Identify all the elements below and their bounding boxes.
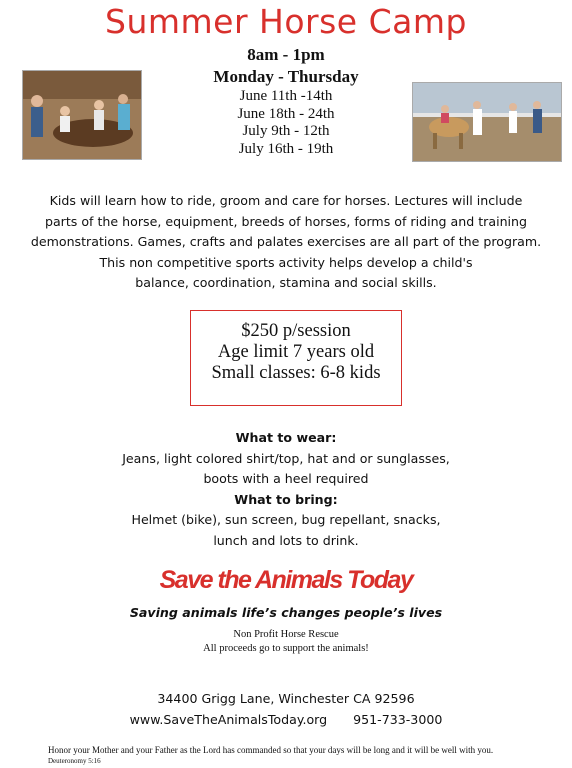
verse-text: Honor your Mother and your Father as the Lord has commanded so that your days will be long and it will be well with you.: [48, 745, 494, 755]
kids-grooming-photo: [22, 70, 142, 160]
wear-line: Jeans, light colored shirt/top, hat and or sunglasses,: [122, 450, 450, 466]
description-line: balance, coordination, stamina and social skills.: [135, 275, 437, 290]
camp-days: Monday - Thursday: [213, 67, 359, 86]
arena-scene-image: [413, 83, 561, 161]
session-date: July 16th - 19th: [238, 140, 334, 157]
class-size-text: Small classes: 6-8 kids: [211, 363, 381, 383]
camp-hours: 8am - 1pm: [247, 45, 325, 64]
age-limit-text: Age limit 7 years old: [217, 342, 375, 362]
session-date: July 9th - 12th: [242, 123, 330, 139]
organization-tagline: Saving animals life’s changes people’s lives: [129, 605, 443, 620]
footer-verse: [48, 745, 568, 767]
web-phone-line: [0, 709, 572, 730]
pony-ride-photo: [412, 82, 562, 162]
bring-line: lunch and lots to drink.: [213, 532, 359, 548]
description-line: demonstrations. Games, crafts and palates exercises are all part of the program.: [30, 234, 542, 249]
session-date: June 11th -14th: [239, 88, 333, 104]
description-line: This non competitive sports activity helps develop a child's: [99, 254, 473, 270]
bring-heading: What to bring:: [234, 491, 338, 507]
organization-logo: Save the Animals Today: [159, 566, 413, 594]
proceeds-note: All proceeds go to support the animals!: [203, 642, 369, 654]
nonprofit-note: [0, 628, 572, 655]
bring-line: Helmet (bike), sun screen, bug repellant, snacks,: [131, 512, 441, 527]
pricing-box: [190, 310, 402, 406]
nonprofit-label: Non Profit Horse Rescue: [233, 629, 339, 640]
program-description: [20, 191, 552, 294]
description-line: Kids will learn how to ride, groom and care for horses. Lectures will include: [49, 193, 523, 208]
what-to-wear-bring: [60, 428, 512, 551]
schedule-block: [170, 44, 402, 158]
wear-heading: What to wear:: [235, 430, 337, 445]
website-link[interactable]: www.SaveTheAnimalsToday.org: [129, 712, 328, 727]
phone-number[interactable]: 951-733-3000: [353, 712, 443, 727]
contact-block: [0, 688, 572, 730]
price-text: $250 p/session: [241, 321, 351, 341]
description-line: parts of the horse, equipment, breeds of horses, forms of riding and training: [44, 213, 528, 229]
grooming-scene-image: [23, 71, 141, 159]
session-date: June 18th - 24th: [237, 105, 335, 122]
address: 34400 Grigg Lane, Winchester CA 92596: [157, 691, 415, 706]
page-title: Summer Horse Camp: [105, 2, 467, 41]
wear-line: boots with a heel required: [203, 471, 369, 486]
verse-reference: Deuteronomy 5:16: [48, 757, 101, 765]
